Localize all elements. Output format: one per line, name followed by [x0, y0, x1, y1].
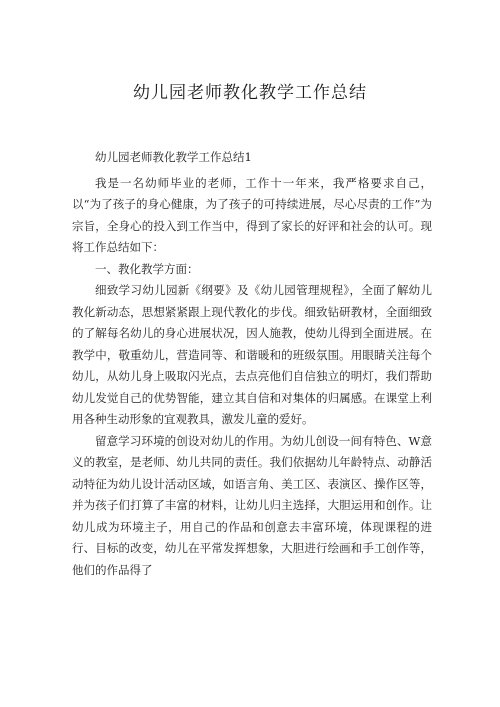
section-heading: 幼儿园老师教化教学工作总结1	[95, 150, 252, 164]
intro-paragraph: 我是一名幼师毕业的老师，工作十一年来，我严格要求自己，以“为了孩子的身心健康，为了孩子的可持续进展，尽心尽责的工作”为宗旨，全身心的投入到工作当中，得到了家长的好评和社会的认可。现将工作总结如下：	[72, 175, 432, 254]
teaching-paragraph: 细致学习幼儿园新《纲要》及《幼儿园管理规程》，全面了解幼儿教化新动态，思想紧紧跟上现代教化的步伐。细致钻研教材，全面细致的了解每名幼儿的身心进展状况，因人施教，使幼儿得到全面进展。在教学中，敬重幼儿，营造同等、和谐暖和的班级氛围。用眼睛关注每个幼儿，从幼儿身上吸取闪光点，去点亮他们自信独立的明灯，我们帮助幼儿发觉自己的优势智能，建立其自信和对集体的归属感。在课堂上利用各种生动形象的宜观教具，激发儿童的爱好。	[72, 283, 432, 426]
document-title: 幼儿园老师教化教学工作总结	[133, 83, 367, 103]
document-body	[72, 147, 432, 581]
section-heading-teaching: 一、教化教学方面：	[95, 261, 199, 276]
environment-paragraph: 留意学习环境的创设对幼儿的作用。为幼儿创设一间有特色、W意义的教室，是老师、幼儿共同的责任。我们依据幼儿年龄特点、动静活动特征为幼儿设计活动区域，如语言角、美工区、表演区、操作区等，并为孩子们打算了丰富的材料，让幼儿归主选择，大胆运用和创作。让幼儿成为环境主子，用自己的作品和创意去丰富环境，体现课程的进行、目标的改变，幼儿在平常发挥想象，大胆进行绘画和手工创作等，他们的作品得了	[72, 433, 432, 577]
